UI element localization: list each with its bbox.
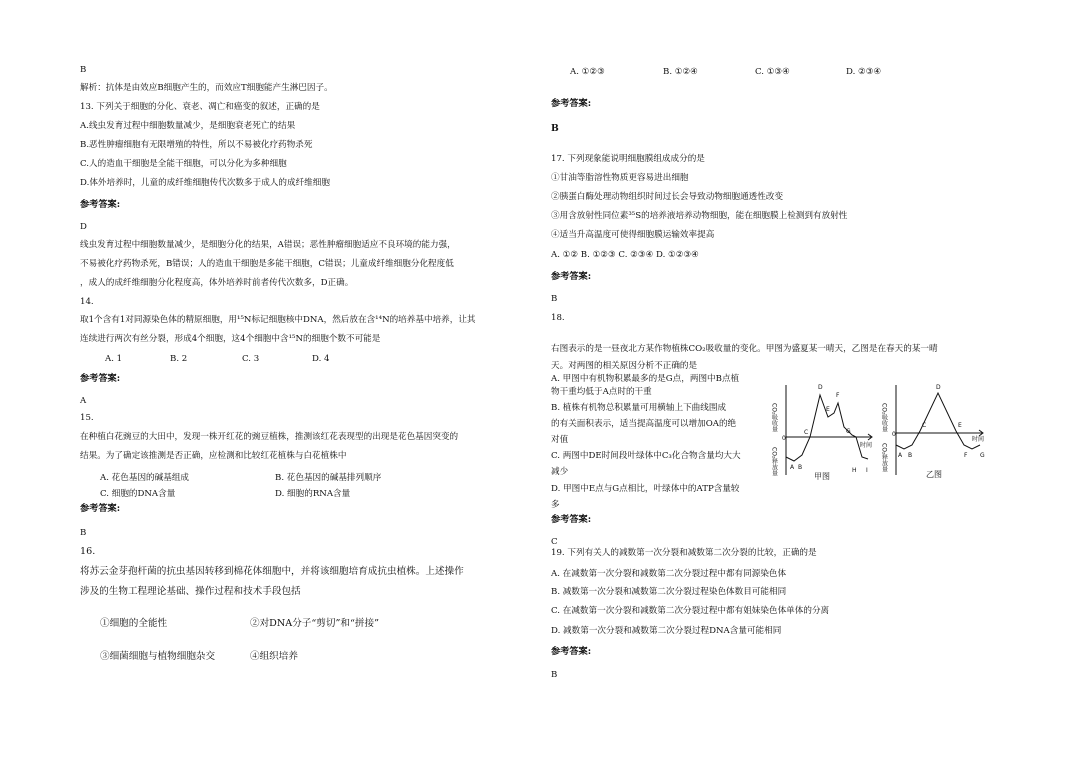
q16-stem-2: 涉及的生物工程理论基础、操作过程和技术手段包括 (80, 586, 301, 597)
q14-option-b: B. 2 (170, 354, 188, 364)
jia-y-bottom-label: CO₂释放量 (770, 447, 778, 477)
q17-item-2: ②胰蛋白酶处理动物组织时间过长会导致动物细胞通透性改变 (551, 192, 784, 202)
q18-option-b-1: B. 植株有机物总积累量可用横轴上下曲线围成 (551, 403, 727, 413)
yi-point-a: A (898, 452, 903, 459)
q16-number: 16. (80, 546, 96, 557)
q14-stem-1: 取1个含有1对同源染色体的精原细胞，用¹⁵N标记细胞核中DNA，然后放在含¹⁴N的培养基中培养，让其 (80, 315, 476, 325)
q18-figure (768, 375, 993, 485)
q18-option-d-1: D. 甲图中E点与G点相比，叶绿体中的ATP含量较 (551, 484, 740, 494)
jia-point-g: G (846, 428, 851, 435)
q17-item-4: ④适当升高温度可使得细胞膜运输效率提高 (551, 230, 715, 240)
q14-number: 14. (80, 297, 94, 307)
q16-item-2: ②对DNA分子“剪切”和“拼接” (250, 618, 379, 629)
q19-option-d: D. 减数第一次分裂和减数第二次分裂过程DNA含量可能相同 (551, 626, 782, 636)
jia-point-f: F (836, 392, 840, 399)
q15-number: 15. (80, 413, 94, 423)
jia-point-b: B (798, 464, 803, 471)
q16-item-3: ③细菌细胞与植物细胞杂交 (100, 651, 216, 662)
q14-option-d: D. 4 (312, 354, 330, 364)
q18-answer: C (551, 537, 558, 547)
q13-expl-1: 线虫发育过程中细胞数量减少，是细胞分化的结果，A错误；恶性肿瘤细胞适应不良环境的能力强， (80, 240, 456, 250)
q18-option-c-1: C. 两图中DE时间段叶绿体中C₃化合物含量均大大 (551, 451, 741, 461)
q15-option-a: A. 花色基因的碱基组成 (100, 473, 190, 483)
q13-ref-label: 参考答案: (80, 199, 121, 210)
yi-y-top-label: CO₂吸收量 (880, 403, 888, 433)
q16-ref-label: 参考答案: (551, 98, 592, 109)
q15-option-b: B. 花色基因的碱基排列顺序 (275, 473, 382, 483)
q13-answer: D (80, 222, 87, 232)
q18-stem-2: 天。对两图的相关原因分析不正确的是 (551, 361, 698, 371)
q18-option-b-2: 的有关面积表示，适当提高温度可以增加OA的绝 (551, 419, 737, 429)
q18-option-c-2: 减少 (551, 467, 569, 477)
q17-answer: B (551, 294, 558, 304)
q14-ref-label: 参考答案: (80, 373, 121, 384)
q17-item-3: ③用含放射性同位素³⁵S的培养液培养动物细胞，能在细胞膜上检测到有放射性 (551, 211, 848, 221)
jia-point-a: A (790, 464, 795, 471)
yi-origin: 0 (892, 431, 896, 438)
q19-option-b: B. 减数第一次分裂和减数第二次分裂过程染色体数目可能相同 (551, 587, 787, 597)
jia-y-top-label: CO₂吸收量 (770, 403, 778, 433)
q13-option-b: B.恶性肿瘤细胞有无限增殖的特性，所以不易被化疗药物杀死 (80, 140, 313, 150)
yi-x-label: 时间 (972, 436, 985, 443)
q13-option-a: A.线虫发育过程中细胞数量减少，是细胞衰老死亡的结果 (80, 121, 296, 131)
explanation-12: 解析：抗体是由效应B细胞产生的，而效应T细胞能产生淋巴因子。 (80, 83, 333, 93)
q17-stem: 17. 下列现象能说明细胞膜组成成分的是 (551, 154, 705, 164)
q16-option-c: C. ①③④ (755, 67, 790, 77)
answer-12: B (80, 65, 87, 75)
q18-option-d-2: 多 (551, 500, 560, 510)
q18-ref-label: 参考答案: (551, 514, 592, 525)
q16-option-d: D. ②③④ (846, 67, 882, 77)
q16-item-1: ①细胞的全能性 (100, 618, 168, 629)
q14-answer: A (80, 396, 87, 406)
q15-answer: B (80, 528, 87, 538)
q15-option-d: D. 细胞的RNA含量 (275, 489, 351, 499)
jia-x-label: 时间 (860, 442, 873, 449)
yi-y-bottom-label: CO₂释放量 (880, 443, 888, 473)
q15-stem-1: 在种植白花豌豆的大田中，发现一株开红花的豌豆植株，推测该红花表现型的出现是花色基因突变的 (80, 432, 459, 442)
q13-expl-2: 不易被化疗药物杀死，B错误；人的造血干细胞是多能干细胞，C错误；儿童成纤维细胞分化程度低 (80, 259, 454, 269)
yi-point-c: C (922, 422, 927, 429)
q14-option-a: A. 1 (105, 354, 123, 364)
q18-option-a-2: 物干重均低于A点时的干重 (551, 387, 652, 397)
jia-point-c: C (804, 429, 809, 436)
yi-point-f: F (964, 452, 968, 459)
yi-point-b: B (908, 452, 913, 459)
q13-option-c: C.人的造血干细胞是全能干细胞，可以分化为多种细胞 (80, 159, 287, 169)
q19-answer: B (551, 670, 558, 680)
q15-stem-2: 结果。为了确定该推测是否正确，应检测和比较红花植株与白花植株中 (80, 451, 347, 461)
q16-stem-1: 将苏云金芽孢杆菌的抗虫基因转移到棉花体细胞中，并将该细胞培育成抗虫植株。上述操作 (80, 566, 464, 577)
yi-point-g: G (980, 452, 985, 459)
yi-point-e: E (958, 422, 962, 429)
q15-ref-label: 参考答案: (80, 503, 121, 514)
q19-stem: 19. 下列有关人的减数第一次分裂和减数第二次分裂的比较，正确的是 (551, 548, 817, 558)
jia-point-h: H (852, 467, 857, 474)
jia-figure-label: 甲图 (814, 472, 830, 481)
jia-point-d: D (818, 384, 823, 391)
q18-option-a-1: A. 甲图中有机物积累最多的是G点，两图中B点植 (551, 374, 740, 384)
q18-number: 18. (551, 313, 565, 323)
q15-option-c: C. 细胞的DNA含量 (100, 489, 176, 499)
q16-option-b: B. ①②④ (663, 67, 698, 77)
q16-option-a: A. ①②③ (570, 67, 605, 77)
q19-ref-label: 参考答案: (551, 646, 592, 657)
q17-ref-label: 参考答案: (551, 271, 592, 282)
q17-options: A. ①② B. ①②③ C. ②③④ D. ①②③④ (551, 250, 699, 260)
q17-item-1: ①甘油等脂溶性物质更容易进出细胞 (551, 173, 689, 183)
jia-point-i: I (866, 467, 868, 474)
jia-point-e: E (826, 406, 830, 413)
q13-option-d: D.体外培养时，儿童的成纤维细胞传代次数多于成人的成纤维细胞 (80, 178, 330, 188)
q13-stem: 13. 下列关于细胞的分化、衰老、凋亡和癌变的叙述，正确的是 (80, 102, 320, 112)
q14-stem-2: 连续进行两次有丝分裂，形成4个细胞，这4个细胞中含¹⁵N的细胞个数不可能是 (80, 334, 381, 344)
q16-item-4: ④组织培养 (250, 651, 298, 662)
q16-answer: B (551, 123, 559, 134)
q19-option-c: C. 在减数第一次分裂和减数第二次分裂过程中都有姐妹染色体单体的分离 (551, 606, 830, 616)
q13-expl-3: ，成人的成纤维细胞分化程度高，体外培养时前者传代次数多，D正确。 (80, 278, 354, 288)
q19-option-a: A. 在减数第一次分裂和减数第二次分裂过程中都有同源染色体 (551, 569, 787, 579)
q18-option-b-3: 对值 (551, 435, 569, 445)
q14-option-c: C. 3 (242, 354, 260, 364)
jia-origin: 0 (782, 435, 786, 442)
yi-figure-label: 乙图 (926, 470, 942, 479)
yi-point-d: D (936, 384, 941, 391)
q18-stem-1: 右图表示的是一昼夜北方某作物植株CO₂吸收量的变化。甲图为盛夏某一晴天，乙图是在春天的某一晴 (551, 344, 938, 354)
